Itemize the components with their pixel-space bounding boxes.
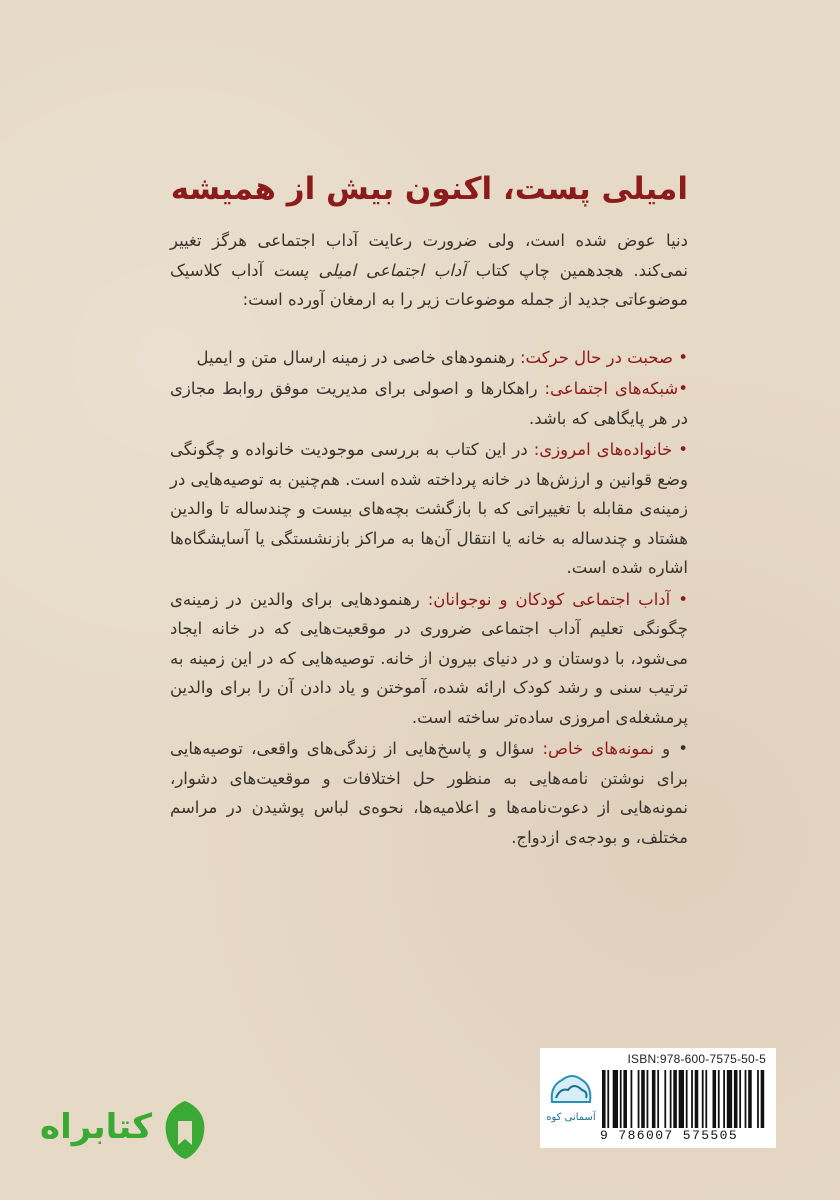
bullet-lead: نمونه‌های خاص: — [534, 739, 655, 758]
bullet-marker: • — [678, 589, 688, 609]
bullet-text: راهکارها و اصولی برای مدیریت موفق روابط مجازی در هر پایگاهی که باشد. — [170, 379, 688, 428]
bullet-item — [170, 585, 688, 733]
publisher-logo-icon — [546, 1068, 596, 1128]
bullet-marker: • — [678, 379, 688, 398]
intro-book-title: آداب اجتماعی امیلی پست — [273, 260, 466, 280]
bullet-item — [170, 435, 688, 583]
bullet-lead: شبکه‌های اجتماعی: — [537, 379, 679, 398]
bullet-marker: • و — [662, 739, 688, 758]
leaf-bookmark-icon — [158, 1097, 212, 1161]
bullet-item — [170, 374, 688, 433]
isbn-label: ISBN:978-600-7575-50-5 — [627, 1052, 766, 1066]
brand-name: کتابراه — [40, 1107, 153, 1147]
bullet-text: رهنمودهایی برای والدین در زمینه‌ی چگونگی تعلیم آداب اجتماعی ضروری در موقعیت‌هایی که در خانه ایجاد می‌شود، با دوستان و در دنیای بیرون از خانه. توصیه‌هایی که در این زمینه به ترتیب سنی و رشد کودک ارائه شده، آموختن و یاد دادن آن را برای والدین پرمشغله‌ی امروزی ساده‌تر ساخته است. — [170, 589, 688, 727]
bullet-item — [170, 734, 688, 852]
bullet-lead: خانواده‌های امروزی: — [527, 440, 673, 459]
barcode-icon — [602, 1070, 766, 1128]
page-title: امیلی پست، اکنون بیش از همیشه — [170, 171, 688, 207]
intro-part2: آداب کلاسیک موضوعاتی جدید از جمله موضوعات زیر را به ارمغان آورده است: — [170, 260, 688, 309]
bullet-lead: آداب اجتماعی کودکان و نوجوانان: — [419, 589, 671, 609]
isbn-barcode-box — [540, 1048, 776, 1148]
bullet-item — [170, 343, 688, 373]
back-cover-text — [170, 168, 688, 854]
bullet-text: در این کتاب به بررسی موجودیت خانواده و چگونگی وضع قوانین و ارزش‌ها در خانه پرداخته شده است. هم‌چنین به توصیه‌هایی در زمینه‌ی مقابله با تغییراتی که با بازگشت بچه‌های بیست و چندساله تا والدین هشتاد و چندساله به خانه یا انتقال آن‌ها به مراکز بازنشستگی یا آسایشگاه‌ها اشاره شده است. — [170, 440, 688, 577]
publisher-logo-text: آسمانی کوه — [546, 1112, 596, 1123]
bullet-marker: • — [678, 440, 689, 459]
intro-paragraph — [170, 226, 688, 315]
bullet-text: سؤال و پاسخ‌هایی از زندگی‌های واقعی، توصیه‌هایی برای نوشتن نامه‌هایی به منظور حل اختلافات و موقعیت‌های دشوار، نمونه‌هایی از دعوت‌نامه‌ها و اعلامیه‌ها، نحوه‌ی لباس پوشیدن در مراسم مختلف، و بودجه‌ی ازدواج. — [170, 739, 688, 847]
bullet-lead: صحبت در حال حرکت: — [514, 347, 674, 367]
barcode-digits: 9 786007 575505 — [600, 1128, 739, 1143]
intro-part1: دنیا عوض شده است، ولی ضرورت رعایت آداب اجتماعی هرگز تغییر نمی‌کند. هجدهمین چاپ کتاب — [170, 231, 689, 280]
brand-logo — [40, 1097, 215, 1163]
bullet-marker: • — [678, 347, 688, 367]
bullet-text: رهنمودهای خاصی در زمینه ارسال متن و ایمیل — [196, 347, 515, 367]
